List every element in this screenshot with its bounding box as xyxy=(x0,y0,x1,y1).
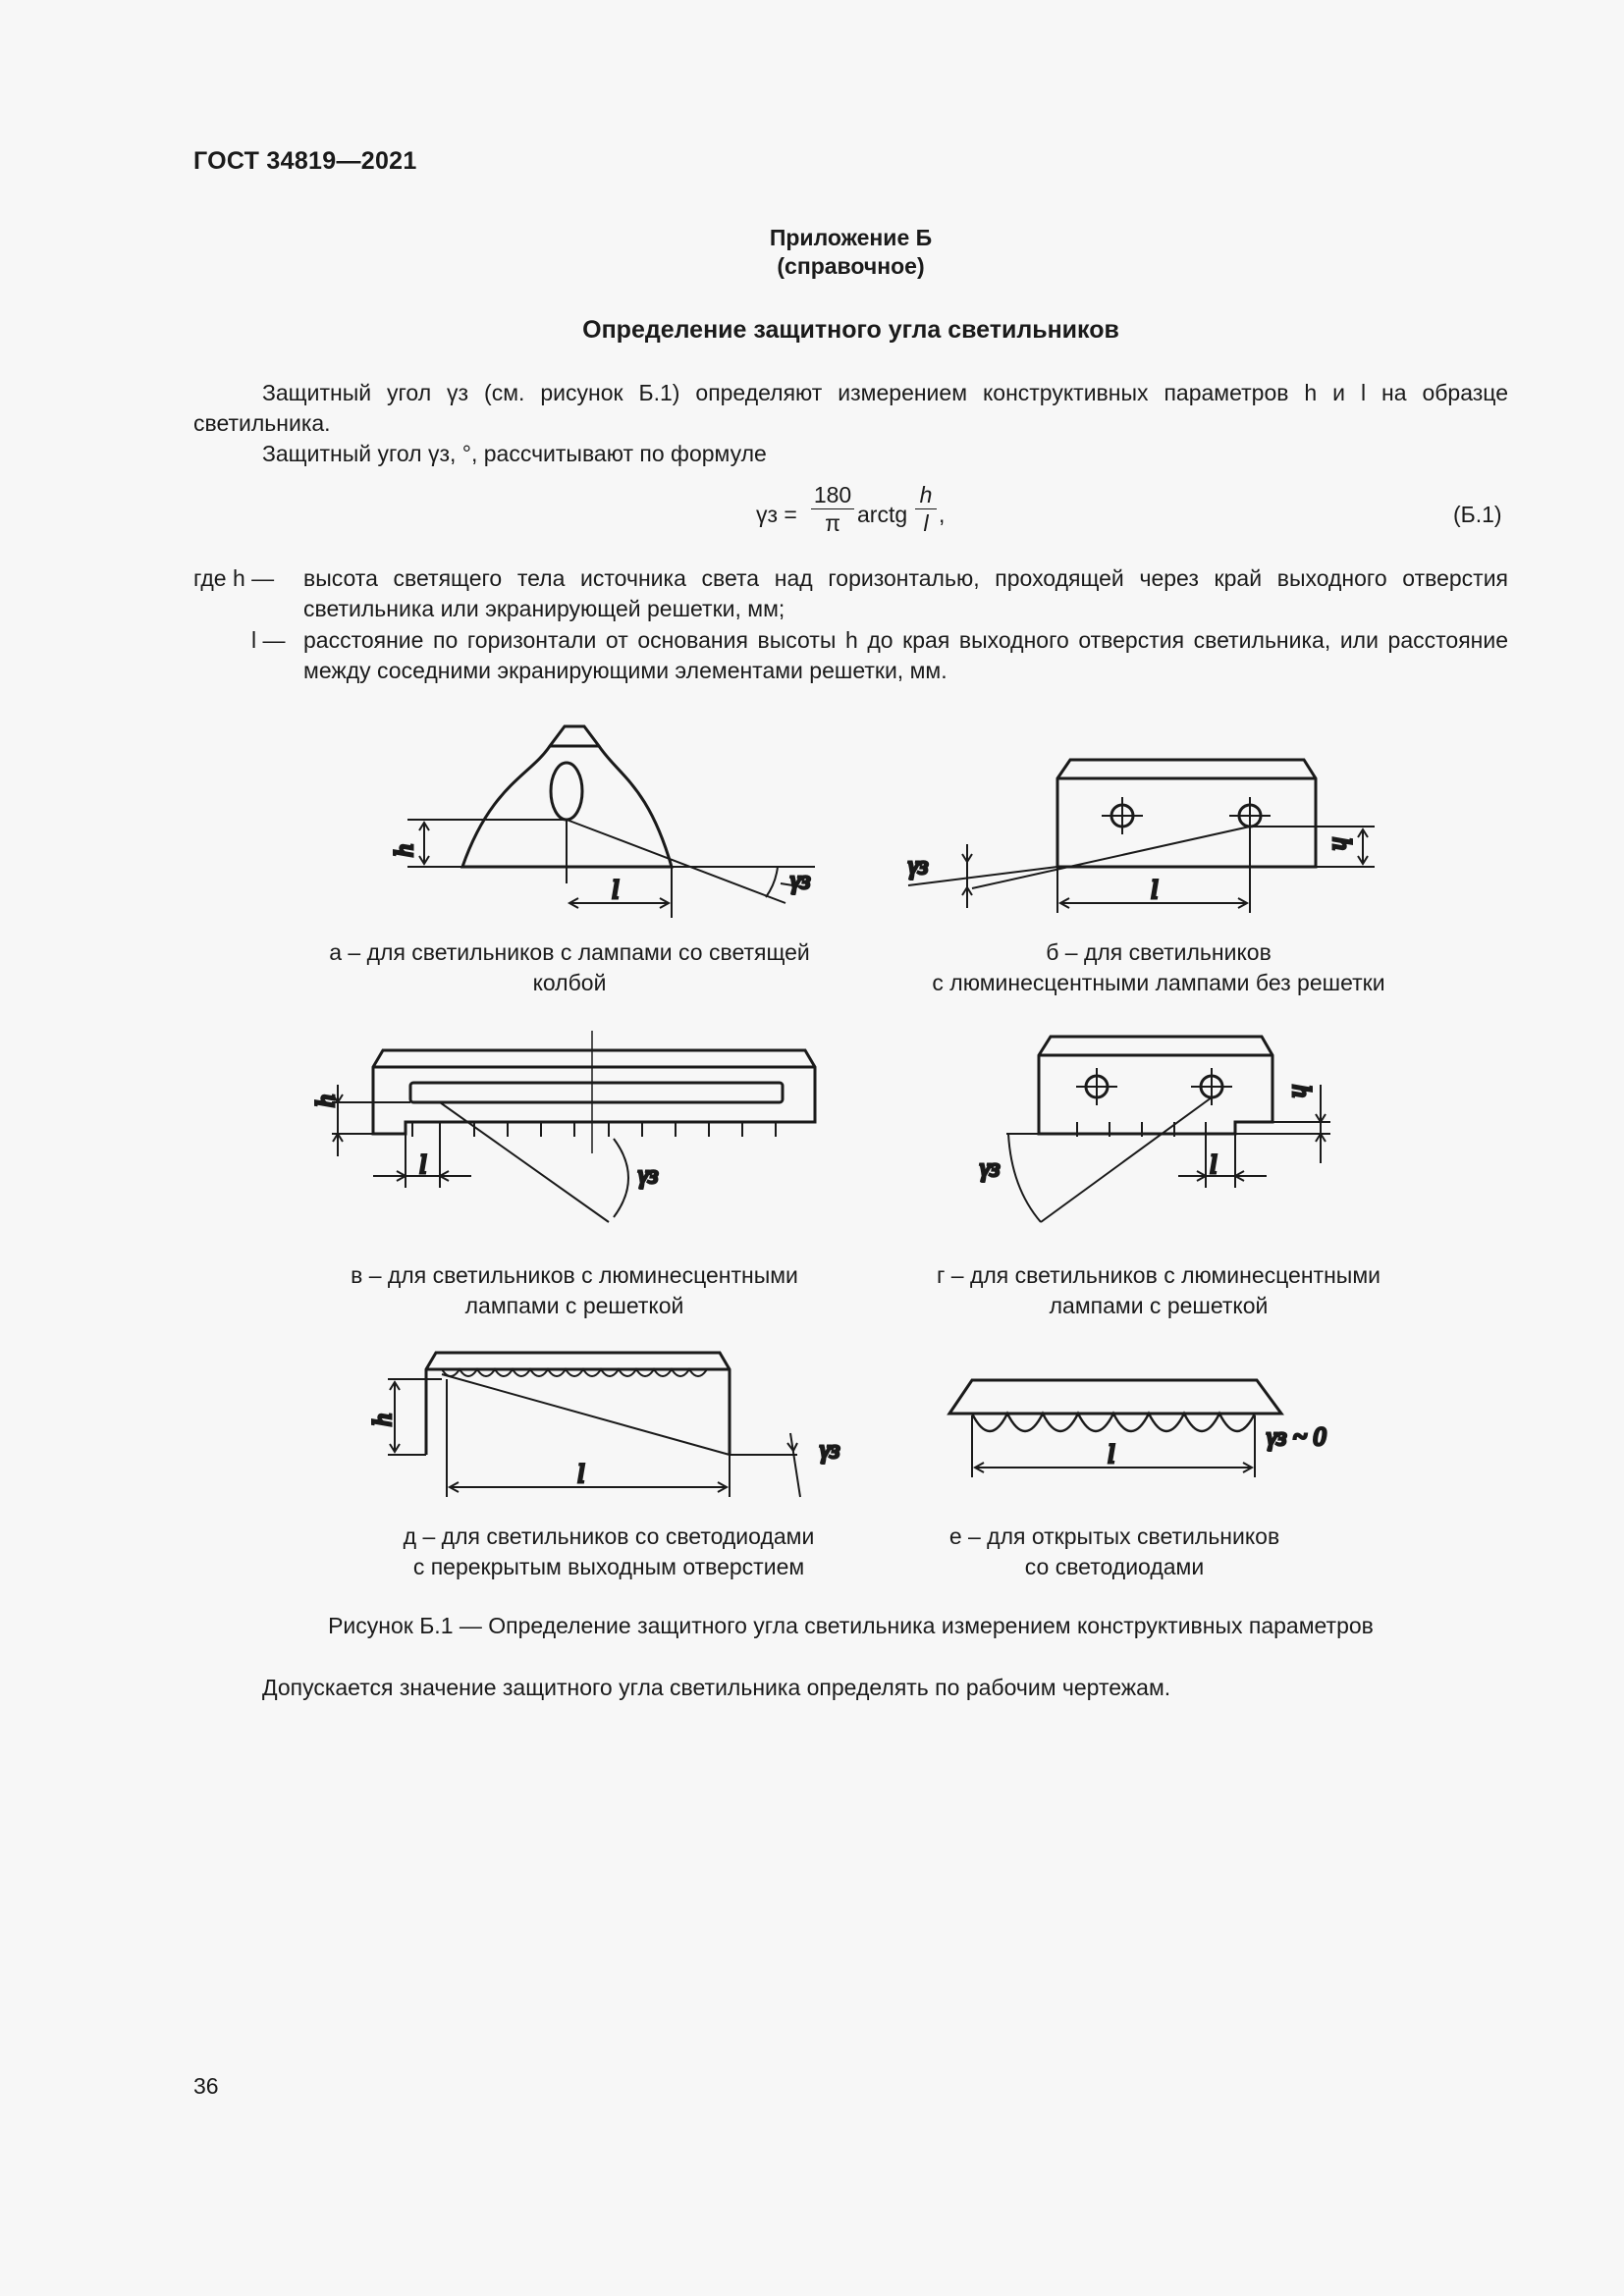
where-text-l: расстояние по горизонтали от основания высоты h до края выходного отверстия светильника, или расстояние между соседними экранирующими элементами решетки, мм. xyxy=(303,627,1508,683)
caption-b-line1: б – для светильников xyxy=(1046,939,1272,965)
diagram-v xyxy=(311,1031,815,1222)
formula-lhs: γз = xyxy=(756,502,797,527)
caption-a-line1: а – для светильников с лампами со светящей xyxy=(329,939,810,965)
caption-g-line2: лампами с решеткой xyxy=(1049,1293,1269,1318)
document-id-header: ГОСТ 34819—2021 xyxy=(193,147,417,175)
page-number: 36 xyxy=(193,2073,219,2099)
caption-d xyxy=(344,1522,874,1582)
where-label-h: где h — xyxy=(193,565,275,591)
caption-g-line1: г – для светильников с люминесцентными xyxy=(937,1262,1380,1288)
formula-den1: π xyxy=(825,510,840,536)
caption-e xyxy=(903,1522,1326,1582)
caption-e-line1: е – для открытых светильников xyxy=(948,1523,1280,1549)
caption-e-line2: со светодиодами xyxy=(1024,1554,1205,1579)
annex-type: (справочное) xyxy=(777,253,925,279)
caption-v-line2: лампами с решеткой xyxy=(464,1293,684,1318)
diagram-a xyxy=(390,726,815,918)
formula-number: (Б.1) xyxy=(1453,502,1502,527)
diagram-d-l-label: l xyxy=(577,1460,585,1488)
paragraph-1: Защитный угол γз (см. рисунок Б.1) определяют измерением конструктивных параметров h и l на образце светильника. xyxy=(193,380,1508,436)
caption-v-line1: в – для светильников с люминесцентными xyxy=(351,1262,798,1288)
caption-a-line2: колбой xyxy=(532,970,607,995)
caption-b xyxy=(893,937,1424,998)
paragraph-2: Защитный угол γз, °, рассчитывают по формуле xyxy=(262,441,767,466)
diagram-b-gamma-label: γз xyxy=(908,851,929,880)
diagram-d-gamma-label: γз xyxy=(820,1435,840,1464)
diagram-g xyxy=(980,1037,1330,1222)
diagram-b xyxy=(908,760,1375,913)
caption-g xyxy=(884,1260,1434,1321)
diagram-v-l-label: l xyxy=(419,1150,427,1179)
diagram-v-h-label: h xyxy=(311,1095,340,1107)
section-title: Определение защитного угла светильников xyxy=(582,316,1119,344)
caption-a xyxy=(295,937,844,998)
where-text-h: высота светящего тела источника света над горизонталью, проходящей через край выходного отверстия светильника или экранирующей решетки, мм; xyxy=(303,565,1508,621)
diagram-b-l-label: l xyxy=(1151,876,1159,904)
figure-caption: Рисунок Б.1 — Определение защитного угла светильника измерением конструктивных параметров xyxy=(328,1613,1374,1638)
diagram-g-gamma-label: γз xyxy=(980,1153,1001,1182)
diagram-b-h-label: h xyxy=(1327,837,1356,850)
caption-v xyxy=(304,1260,844,1321)
diagram-g-l-label: l xyxy=(1210,1150,1218,1179)
caption-b-line2: с люминесцентными лампами без решетки xyxy=(932,970,1385,995)
diagram-d-h-label: h xyxy=(368,1414,397,1426)
formula-tail: , xyxy=(939,502,946,527)
caption-d-line1: д – для светильников со светодиодами xyxy=(403,1523,815,1549)
formula-num1: 180 xyxy=(811,481,854,509)
caption-d-line2: с перекрытым выходным отверстием xyxy=(412,1554,805,1579)
formula-func: arctg xyxy=(857,502,908,527)
diagram-d xyxy=(368,1353,839,1497)
where-label-l: l — xyxy=(251,627,286,653)
formula-den2: l xyxy=(923,510,929,536)
diagram-g-h-label: h xyxy=(1287,1085,1316,1097)
diagram-a-gamma-label: γз xyxy=(790,866,811,894)
diagram-a-h-label: h xyxy=(390,844,418,857)
diagram-a-l-label: l xyxy=(612,876,620,904)
diagram-e-gamma-label: γз ~ 0 xyxy=(1267,1422,1326,1451)
final-paragraph: Допускается значение защитного угла светильника определять по рабочим чертежам. xyxy=(262,1675,1171,1700)
annex-title: Приложение Б xyxy=(769,225,933,250)
diagram-e xyxy=(949,1380,1326,1477)
formula-num2: h xyxy=(915,481,937,509)
diagram-v-gamma-label: γз xyxy=(638,1160,659,1189)
diagram-e-l-label: l xyxy=(1108,1440,1115,1468)
